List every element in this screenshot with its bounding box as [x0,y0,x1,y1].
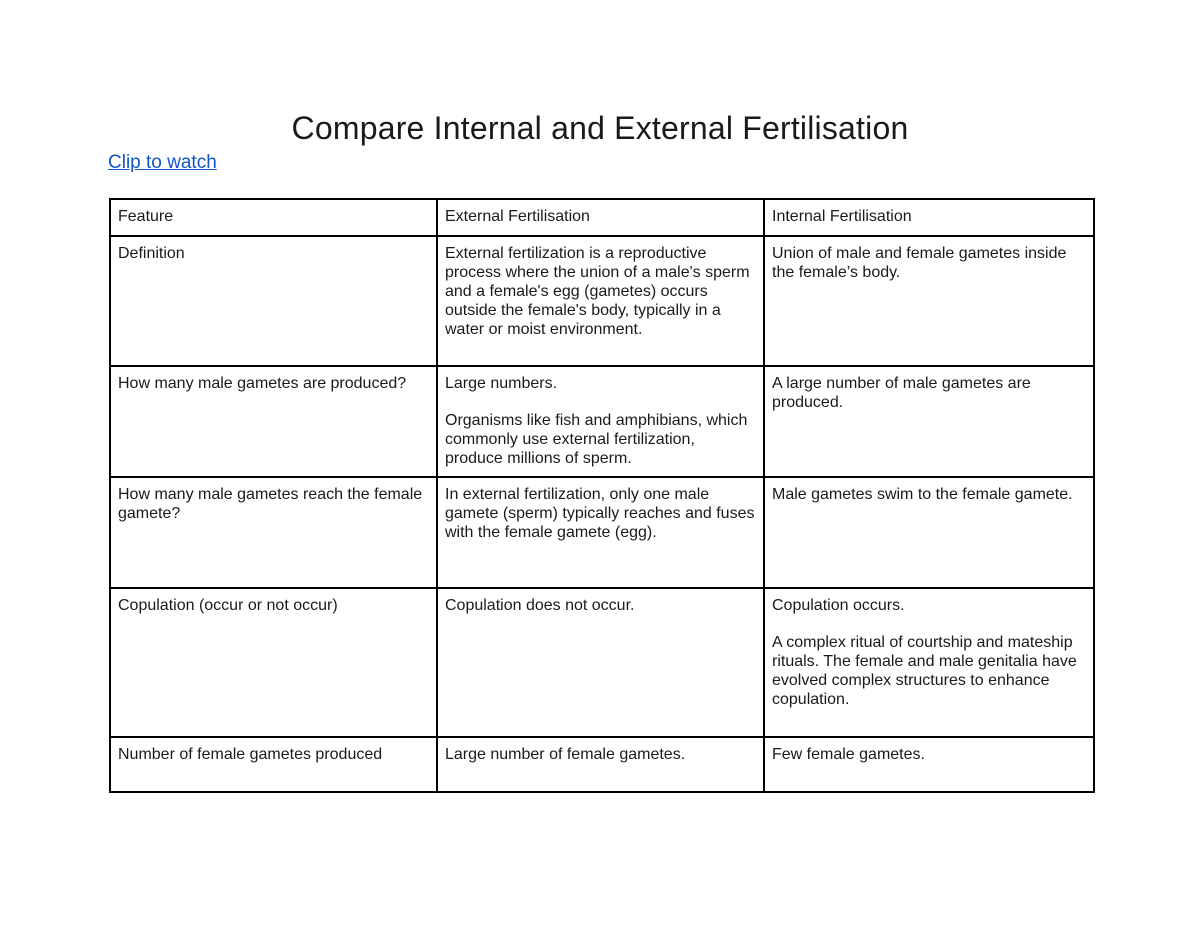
comparison-table [109,198,1095,793]
cell-text: How many male gametes are produced? [118,375,407,392]
table-row [110,737,1094,792]
feature-cell [110,366,437,477]
external-cell [437,588,764,737]
external-cell [437,477,764,588]
cell-text: A complex ritual of courtship and mateship rituals. The female and male genitalia have evolved complex structures to enhance copulation. [772,634,1077,708]
internal-cell [764,236,1094,366]
cell-text: Large numbers. [445,375,558,392]
table-row [110,588,1094,737]
header-cell-internal: Internal Fertilisation [764,199,1094,236]
cell-text: External fertilization is a reproductive process where the union of a male's sperm and a female's egg (gametes) occurs outside the female's body, typically in a water or moist environment. [445,245,750,338]
table-row [110,366,1094,477]
feature-cell [110,737,437,792]
cell-text: Copulation occurs. [772,597,905,614]
internal-cell [764,737,1094,792]
cell-text: Few female gametes. [772,746,925,763]
internal-cell [764,588,1094,737]
cell-text: Large number of female gametes. [445,746,686,763]
cell-text: In external fertilization, only one male gamete (sperm) typically reaches and fuses with the female gamete (egg). [445,486,755,541]
header-cell-external: External Fertilisation [437,199,764,236]
clip-to-watch-link[interactable]: Clip to watch [108,152,217,173]
cell-text: Definition [118,245,185,262]
cell-text: Male gametes swim to the female gamete. [772,486,1073,503]
cell-text: How many male gametes reach the female gamete? [118,486,423,522]
feature-cell [110,477,437,588]
table-header-row [110,199,1094,236]
table-row [110,236,1094,366]
cell-text: Copulation does not occur. [445,597,635,614]
external-cell [437,236,764,366]
cell-text: A large number of male gametes are produced. [772,375,1031,411]
table-row [110,477,1094,588]
cell-text: Copulation (occur or not occur) [118,597,338,614]
internal-cell [764,366,1094,477]
feature-cell [110,236,437,366]
external-cell [437,366,764,477]
cell-text: Number of female gametes produced [118,746,383,763]
internal-cell [764,477,1094,588]
cell-text: Union of male and female gametes inside the female’s body. [772,245,1067,281]
feature-cell [110,588,437,737]
header-cell-feature: Feature [110,199,437,236]
external-cell [437,737,764,792]
cell-text: Organisms like fish and amphibians, which commonly use external fertilization, produce millions of sperm. [445,412,748,467]
page-title: Compare Internal and External Fertilisation [291,110,909,146]
